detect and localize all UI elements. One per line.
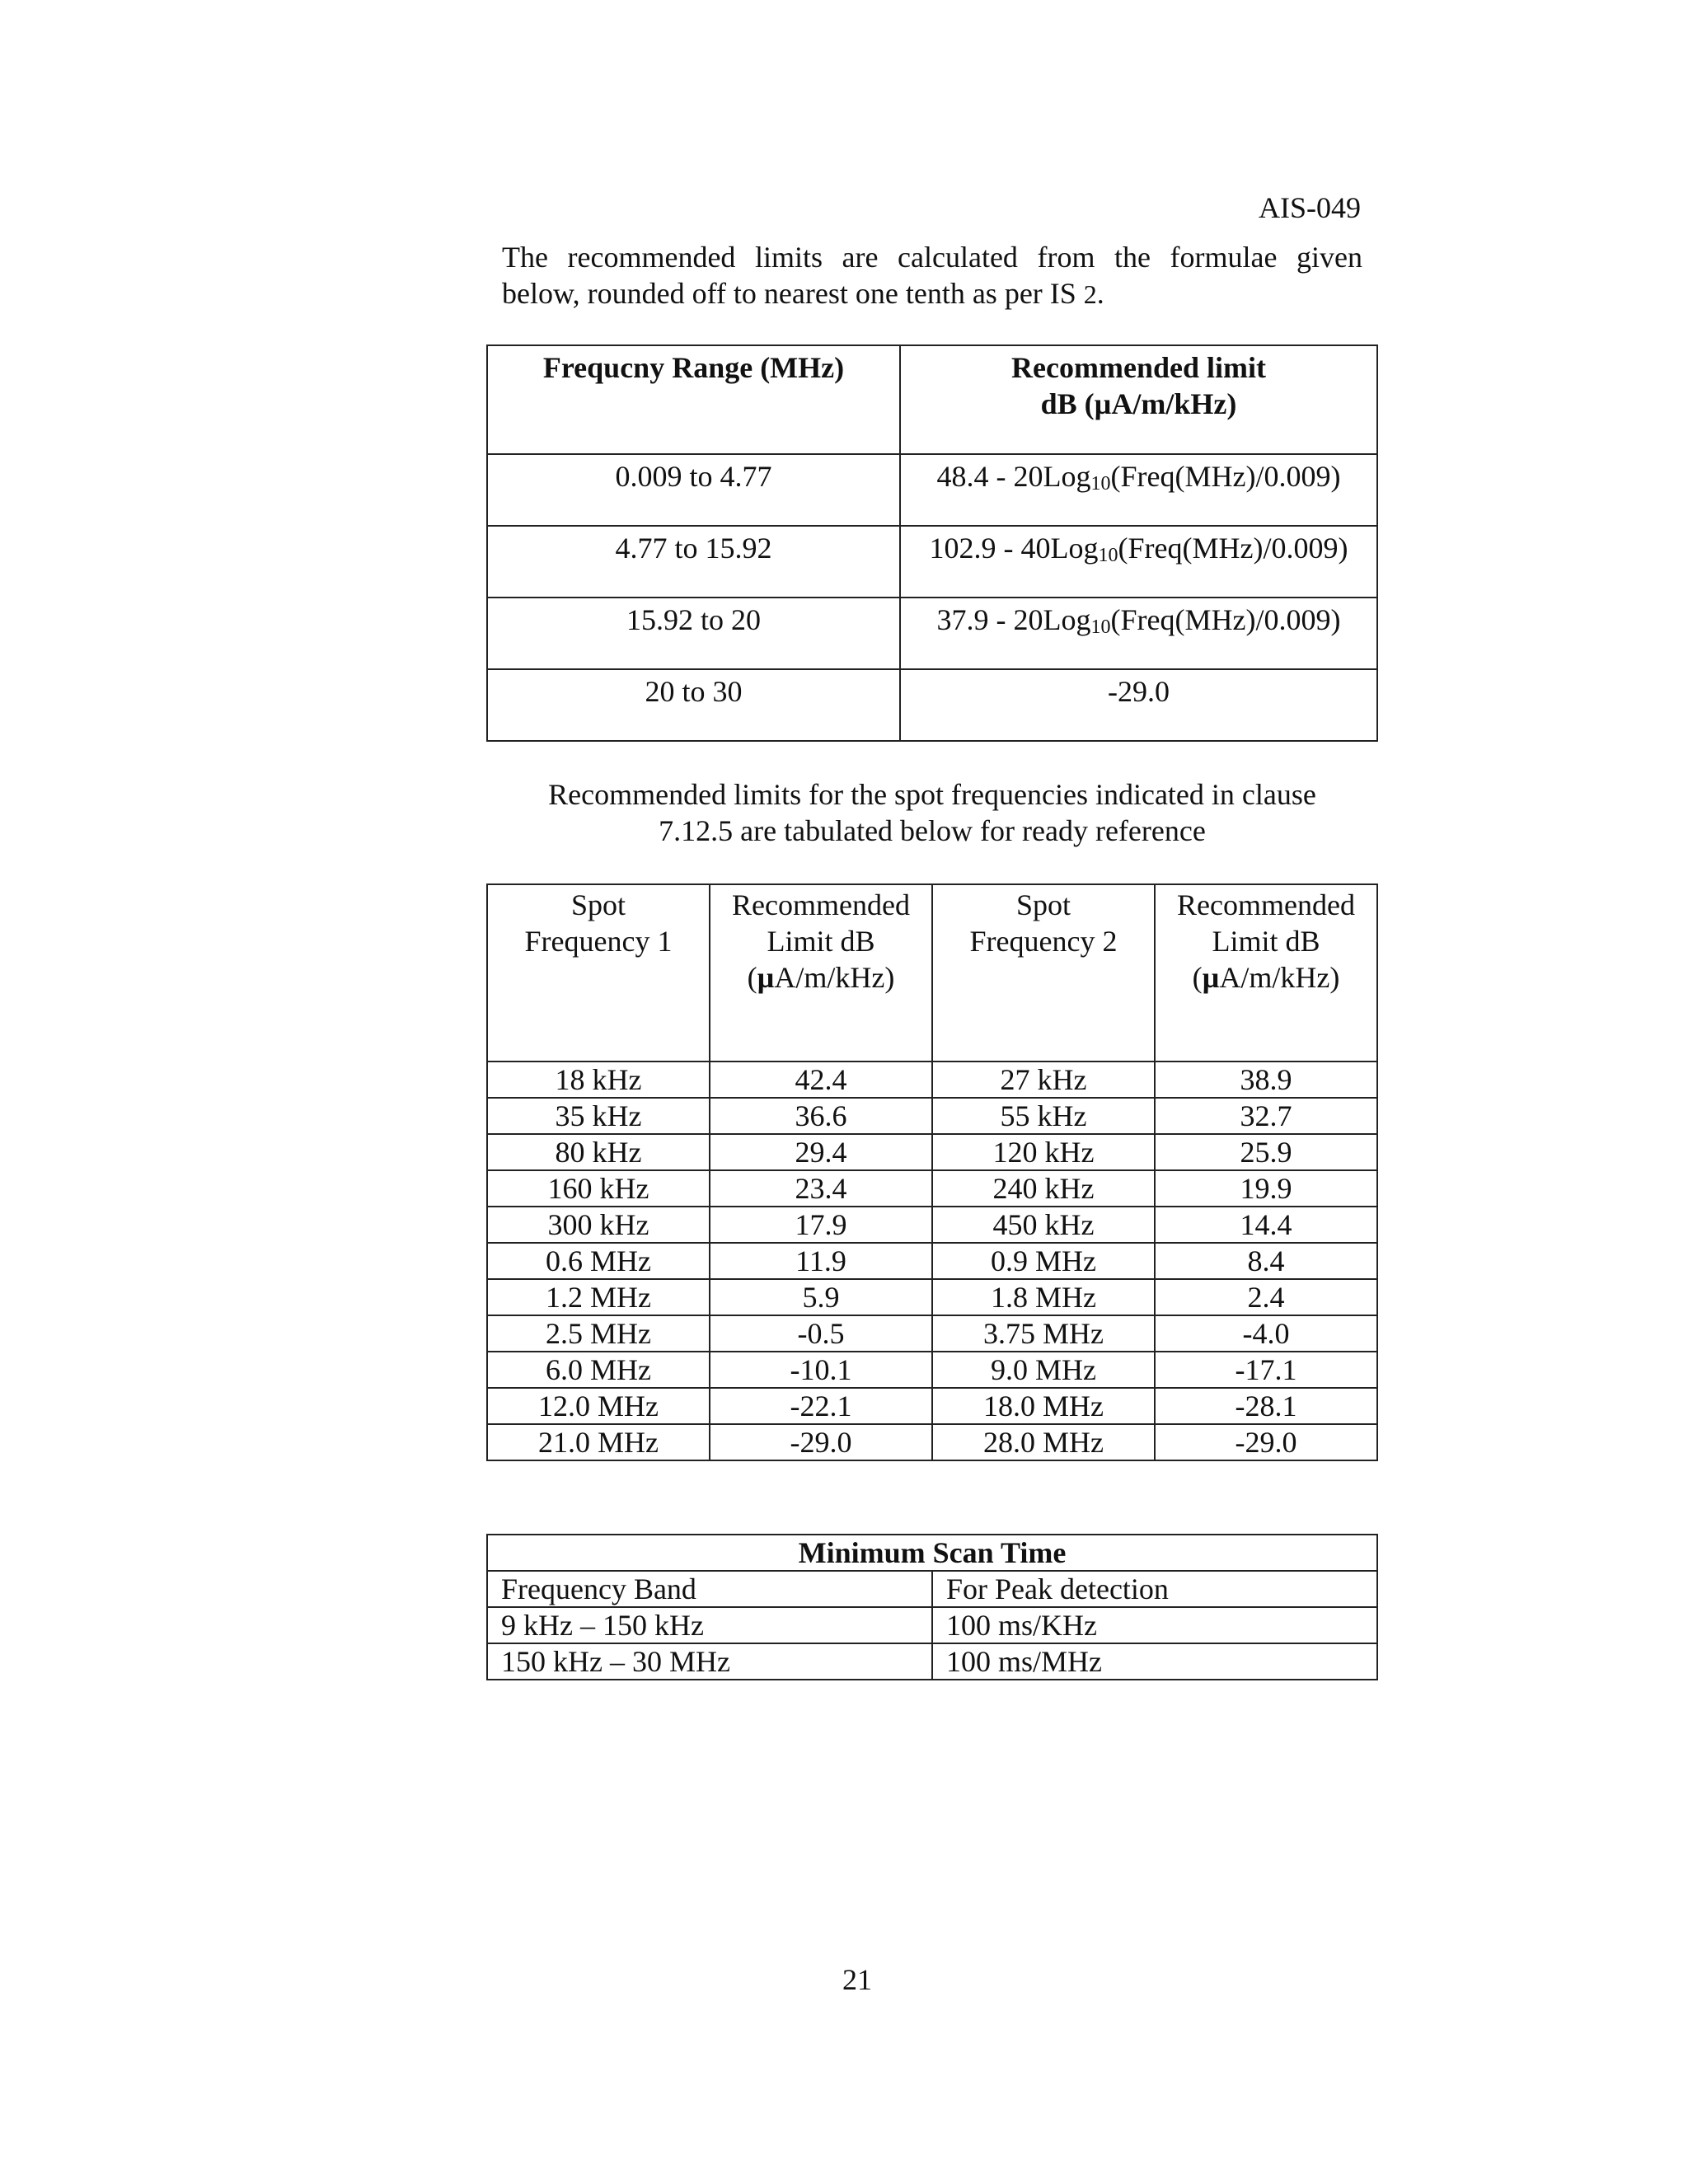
limit-2-cell: 8.4 [1155, 1243, 1377, 1279]
table-row [487, 526, 1377, 598]
band-cell: 150 kHz – 30 MHz [487, 1643, 932, 1680]
limit-2-cell: 2.4 [1155, 1279, 1377, 1315]
limit-2-cell: 19.9 [1155, 1170, 1377, 1207]
formula-table [486, 344, 1378, 742]
header-text: Limit dB [1212, 925, 1320, 958]
table-row [487, 1315, 1377, 1352]
spot-table-body [487, 1062, 1377, 1460]
limit-1-cell: 5.9 [710, 1279, 932, 1315]
scan-table-header-row [487, 1571, 1377, 1607]
spot-frequency-intro [502, 776, 1362, 849]
formula-text: (Freq(MHz)/0.009) [1110, 603, 1341, 636]
spot-frequency-2-cell: 240 kHz [932, 1170, 1155, 1207]
page-number: 21 [842, 1963, 872, 1996]
formula-cell [900, 598, 1377, 669]
scan-table-title-row [487, 1535, 1377, 1571]
table-row [487, 1243, 1377, 1279]
header-peak-detection: For Peak detection [932, 1571, 1377, 1607]
micro-symbol: µ [757, 961, 775, 994]
header-text: A/m/kHz) [774, 961, 895, 994]
intro-is-number: 2 [1083, 279, 1097, 309]
header-text: Limit dB [767, 925, 875, 958]
limit-1-cell: 36.6 [710, 1098, 932, 1134]
spot-frequency-1-cell: 18 kHz [487, 1062, 710, 1098]
header-limit-line-2: dB (µA/m/kHz) [1040, 387, 1237, 420]
spot-frequency-2-cell: 55 kHz [932, 1098, 1155, 1134]
intro-paragraph [502, 239, 1362, 312]
limit-1-cell: -29.0 [710, 1424, 932, 1460]
header-recommended-limit-1 [710, 884, 932, 1062]
limit-2-cell: 25.9 [1155, 1134, 1377, 1170]
spot-intro-line-1: Recommended limits for the spot frequencies indicated in clause [548, 778, 1316, 811]
spot-frequency-1-cell: 12.0 MHz [487, 1388, 710, 1424]
range-cell: 0.009 to 4.77 [487, 454, 900, 526]
formula-cell [900, 669, 1377, 741]
header-text: Frequency 2 [969, 925, 1118, 958]
table-row [487, 1424, 1377, 1460]
spot-frequency-2-cell: 1.8 MHz [932, 1279, 1155, 1315]
header-recommended-limit [900, 345, 1377, 454]
limit-1-cell: -0.5 [710, 1315, 932, 1352]
spot-frequency-1-cell: 6.0 MHz [487, 1352, 710, 1388]
table-row [487, 1098, 1377, 1134]
formula-text: 48.4 - 20Log [936, 460, 1091, 493]
intro-line-2: below, rounded off to nearest one tenth as per IS [502, 277, 1076, 310]
header-text: Frequency 1 [524, 925, 673, 958]
formula-cell [900, 454, 1377, 526]
header-text: ( [1192, 961, 1203, 994]
spot-frequency-2-cell: 18.0 MHz [932, 1388, 1155, 1424]
limit-1-cell: 11.9 [710, 1243, 932, 1279]
spot-frequency-table [486, 883, 1378, 1461]
table-row [487, 1207, 1377, 1243]
header-frequency-band: Frequency Band [487, 1571, 932, 1607]
spot-frequency-2-cell: 27 kHz [932, 1062, 1155, 1098]
formula-text: 37.9 - 20Log [936, 603, 1091, 636]
limit-2-cell: 14.4 [1155, 1207, 1377, 1243]
header-text: Recommended [732, 888, 910, 921]
header-text: Recommended [1177, 888, 1355, 921]
spot-frequency-1-cell: 1.2 MHz [487, 1279, 710, 1315]
limit-1-cell: 29.4 [710, 1134, 932, 1170]
header-text: ( [747, 961, 757, 994]
spot-frequency-1-cell: 80 kHz [487, 1134, 710, 1170]
formula-text: 102.9 - 40Log [929, 532, 1099, 565]
limit-1-cell: -10.1 [710, 1352, 932, 1388]
range-cell: 15.92 to 20 [487, 598, 900, 669]
limit-2-cell: -28.1 [1155, 1388, 1377, 1424]
spot-frequency-2-cell: 120 kHz [932, 1134, 1155, 1170]
header-spot-frequency-1 [487, 884, 710, 1062]
limit-2-cell: -17.1 [1155, 1352, 1377, 1388]
spot-intro-line-2: 7.12.5 are tabulated below for ready reference [659, 814, 1206, 847]
header-recommended-limit-2 [1155, 884, 1377, 1062]
spot-frequency-1-cell: 0.6 MHz [487, 1243, 710, 1279]
spot-frequency-1-cell: 21.0 MHz [487, 1424, 710, 1460]
spot-frequency-2-cell: 450 kHz [932, 1207, 1155, 1243]
table-row [487, 669, 1377, 741]
limit-2-cell: -29.0 [1155, 1424, 1377, 1460]
table-row [487, 1170, 1377, 1207]
spot-frequency-1-cell: 2.5 MHz [487, 1315, 710, 1352]
limit-2-cell: -4.0 [1155, 1315, 1377, 1352]
spot-frequency-2-cell: 3.75 MHz [932, 1315, 1155, 1352]
table-row [487, 1352, 1377, 1388]
intro-line-1: The recommended limits are calculated from the formulae given [502, 241, 1362, 274]
header-limit-line-1: Recommended limit [1011, 351, 1266, 384]
spot-frequency-2-cell: 9.0 MHz [932, 1352, 1155, 1388]
table-row [487, 1062, 1377, 1098]
micro-symbol: µ [1202, 961, 1220, 994]
limit-1-cell: -22.1 [710, 1388, 932, 1424]
formula-text: (Freq(MHz)/0.009) [1118, 532, 1348, 565]
table-row [487, 1388, 1377, 1424]
header-text: Spot [570, 888, 626, 921]
intro-end: . [1096, 277, 1104, 310]
formula-table-header [487, 345, 1377, 454]
header-spot-frequency-2 [932, 884, 1155, 1062]
formula-subscript: 10 [1098, 545, 1118, 566]
range-cell: 4.77 to 15.92 [487, 526, 900, 598]
table-row [487, 1643, 1377, 1680]
spot-frequency-1-cell: 35 kHz [487, 1098, 710, 1134]
formula-subscript: 10 [1090, 473, 1111, 494]
formula-text: (Freq(MHz)/0.009) [1110, 460, 1341, 493]
table-row [487, 1607, 1377, 1643]
scan-time-table [486, 1534, 1378, 1680]
table-row [487, 1279, 1377, 1315]
table-row [487, 598, 1377, 669]
header-frequency-range: Frequcny Range (MHz) [487, 345, 900, 454]
spot-frequency-2-cell: 0.9 MHz [932, 1243, 1155, 1279]
limit-2-cell: 38.9 [1155, 1062, 1377, 1098]
document-id: AIS-049 [1259, 191, 1361, 224]
header-text: A/m/kHz) [1219, 961, 1340, 994]
limit-1-cell: 17.9 [710, 1207, 932, 1243]
formula-subscript: 10 [1090, 616, 1111, 638]
scan-table-title: Minimum Scan Time [487, 1535, 1377, 1571]
limit-1-cell: 23.4 [710, 1170, 932, 1207]
limit-1-cell: 42.4 [710, 1062, 932, 1098]
table-row [487, 454, 1377, 526]
scan-time-cell: 100 ms/MHz [932, 1643, 1377, 1680]
table-row [487, 1134, 1377, 1170]
limit-2-cell: 32.7 [1155, 1098, 1377, 1134]
spot-table-header [487, 884, 1377, 1062]
formula-text: -29.0 [1108, 675, 1170, 708]
range-cell: 20 to 30 [487, 669, 900, 741]
header-text: Spot [1015, 888, 1071, 921]
spot-frequency-2-cell: 28.0 MHz [932, 1424, 1155, 1460]
spot-frequency-1-cell: 300 kHz [487, 1207, 710, 1243]
band-cell: 9 kHz – 150 kHz [487, 1607, 932, 1643]
spot-frequency-1-cell: 160 kHz [487, 1170, 710, 1207]
formula-cell [900, 526, 1377, 598]
scan-time-cell: 100 ms/KHz [932, 1607, 1377, 1643]
